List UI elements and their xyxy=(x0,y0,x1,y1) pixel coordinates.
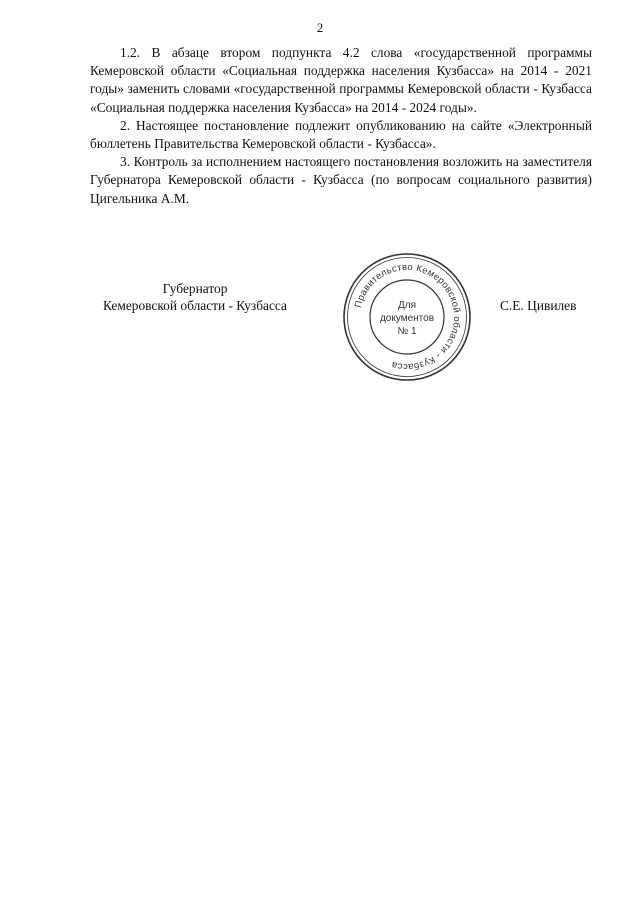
paragraph-3: 3. Контроль за исполнением настоящего постановления возложить на заместителя Губернатора Кемеровской области - Кузбасса (по вопросам социального развития) Цигельника А.М. xyxy=(90,154,592,206)
seal-center-line-2: документов xyxy=(379,313,435,324)
page-number: 2 xyxy=(316,20,324,35)
seal-center-line-3: № 1 xyxy=(397,326,417,337)
signer-title xyxy=(80,280,310,314)
seal-center-line-1: Для xyxy=(397,300,417,311)
paragraph-2: 2. Настоящее постановление подлежит опубликованию на сайте «Электронный бюллетень Правительства Кемеровской области - Кузбасса». xyxy=(90,117,592,152)
seal-stamp-icon xyxy=(340,250,474,384)
official-seal xyxy=(340,250,474,384)
paragraph-1-2: 1.2. В абзаце втором подпункта 4.2 слова «государственной программы Кемеровской области «Социальная поддержка населения Кузбасса» на 2014 - 2021 годы» заменить словами «государственной программы Кемеровской области - Кузбасса «Социальная поддержка населения Кузбасса» на 2014 - 2024 годы». xyxy=(90,45,592,115)
signer-region: Кемеровской области - Кузбасса xyxy=(103,298,287,313)
signer-name: С.Е. Цивилев xyxy=(500,298,577,313)
seal-ring-text: Правительство Кемеровской области - Кузбасса xyxy=(352,261,463,373)
signature-block xyxy=(0,240,640,390)
signer-position: Губернатор xyxy=(162,281,228,296)
document-body xyxy=(90,44,592,208)
